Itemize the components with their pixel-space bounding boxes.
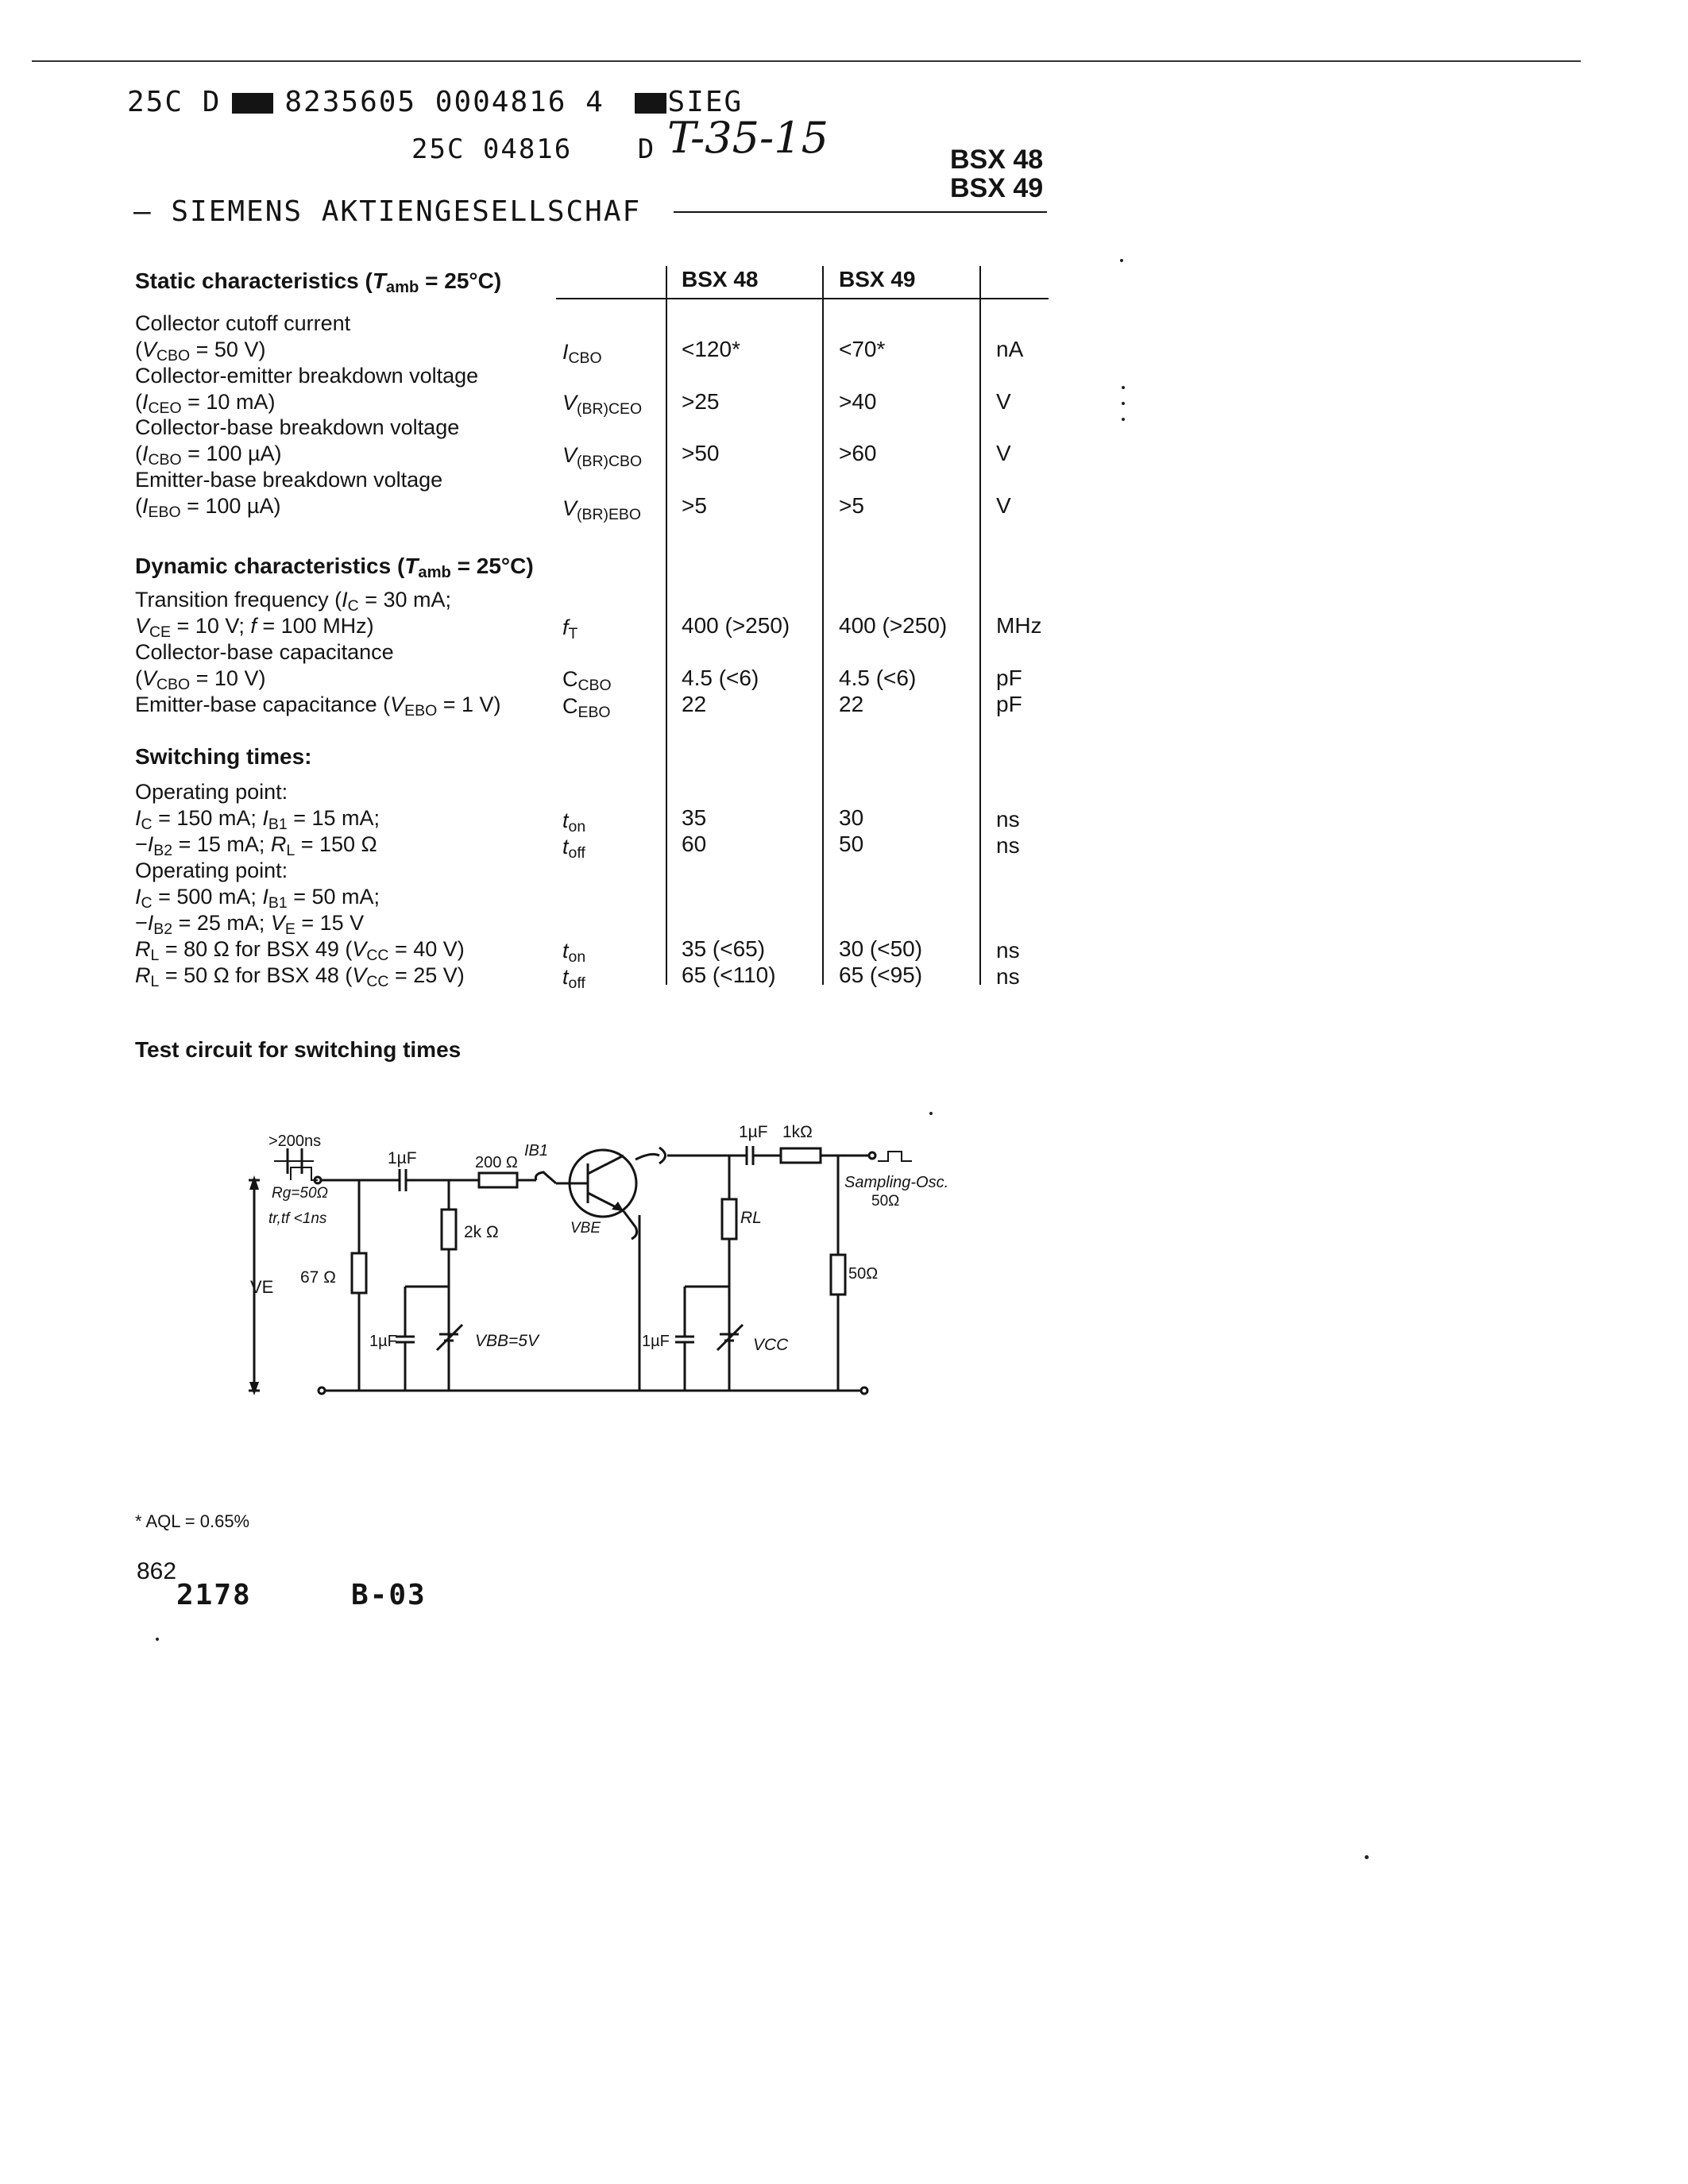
label-vbe: VBE xyxy=(570,1220,601,1237)
dynamic-desc: Emitter-base capacitance ($V_{EBO} = 1$ V) xyxy=(135,693,501,720)
label-ib1: IB1 xyxy=(524,1142,549,1160)
unit: ns xyxy=(996,833,1020,858)
symbol-toff: $t_{off}$ xyxy=(562,835,585,862)
op2-label: Operating point: xyxy=(135,859,288,882)
op2-ton-bsx48: 35 (<65) xyxy=(682,936,766,961)
label-r2k: 2k Ω xyxy=(464,1223,499,1241)
op1-line1: $I_C = 150$ mA; $I_{B1} = 15$ mA; xyxy=(135,806,380,833)
op2-line1: $I_C = 500$ mA; $I_{B1} = 50$ mA; xyxy=(135,885,380,912)
dynamic-heading: Dynamic characteristics $(T_{amb} = 25^\circ C)$ xyxy=(135,554,534,582)
unit: pF xyxy=(996,692,1022,716)
symbol-vbrebo: $V_{(BR)EBO}$ xyxy=(562,496,642,523)
unit: V xyxy=(996,389,1011,414)
op2-line4: $R_L = 50$ Ω for BSX 48 ($V_{CC} = 25$ V) xyxy=(135,963,465,990)
handwritten-code: T-35-15 xyxy=(667,113,829,163)
symbol-vbrcbo: $V_{(BR)CBO}$ xyxy=(562,443,643,470)
part-number-2: BSX 49 xyxy=(950,173,1044,203)
value-bsx48: 4.5 (<6) xyxy=(682,666,759,690)
op1-ton-bsx48: 35 xyxy=(682,805,707,830)
label-r50: 50Ω xyxy=(848,1265,879,1283)
op2-line2: $-I_{B2} = 25$ mA; $V_E = 15$ V xyxy=(135,911,365,938)
symbol-ccbo: $C_{CBO}$ xyxy=(562,667,612,694)
scan-speck xyxy=(1122,418,1125,421)
label-pulse-width: >200ns xyxy=(268,1133,322,1150)
op1-label: Operating point: xyxy=(135,780,288,804)
footnote: * AQL = 0.65% xyxy=(135,1511,250,1531)
op1-toff-bsx48: 60 xyxy=(682,832,707,856)
code-line2-d: D xyxy=(637,133,656,165)
op2-line3: $R_L = 80$ Ω for BSX 49 ($V_{CC} = 40$ V) xyxy=(135,937,465,964)
symbol-ton: $t_{on}$ xyxy=(562,808,586,835)
value-bsx48: >50 xyxy=(682,441,720,465)
unit: nA xyxy=(996,337,1024,361)
value-bsx48: <120* xyxy=(682,337,740,361)
scan-speck xyxy=(1122,386,1125,389)
unit: ns xyxy=(996,938,1020,963)
value-bsx48: 22 xyxy=(682,692,707,716)
static-desc: Collector-emitter breakdown voltage xyxy=(135,364,479,388)
symbol-icbo: $I_{CBO}$ xyxy=(562,340,602,367)
static-cond: ($I_{CBO} = 100$ µA) xyxy=(135,442,282,469)
static-cond: ($I_{EBO} = 100$ µA) xyxy=(135,494,281,521)
symbol-ft: $f_T$ xyxy=(562,615,578,642)
ground-terminal-left xyxy=(319,1387,325,1394)
label-vbb: VBB=5V xyxy=(475,1332,539,1350)
resistor-200 xyxy=(479,1173,517,1187)
value-bsx48: >5 xyxy=(682,493,707,518)
static-desc: Collector cutoff current xyxy=(135,311,351,335)
code-b: 8235605 0004816 4 xyxy=(284,86,605,118)
value-bsx49: 4.5 (<6) xyxy=(839,666,917,690)
dynamic-desc: Transition frequency ($I_C = 30$ mA; xyxy=(135,588,451,615)
footer-code-a: 2178 xyxy=(176,1579,252,1611)
code-c: SIEG xyxy=(667,86,744,118)
scope-terminal xyxy=(869,1152,875,1159)
label-c-vcc: 1µF xyxy=(642,1333,670,1350)
switching-heading: Switching times: xyxy=(135,744,312,769)
label-r200: 200 Ω xyxy=(475,1154,518,1171)
label-scope: Sampling-Osc. xyxy=(844,1174,949,1191)
op1-line2: $-I_{B2} = 15$ mA; $R_L = 150$ Ω xyxy=(135,832,377,859)
dynamic-cond: $V_{CE} = 10$ V; f = 100 MHz) xyxy=(135,614,374,641)
symbol-toff-2: $t_{off}$ xyxy=(562,965,585,992)
transistor-collector xyxy=(588,1156,624,1174)
op2-toff-bsx48: 65 (<110) xyxy=(682,963,776,987)
label-vcc: VCC xyxy=(753,1336,789,1354)
value-bsx49: <70* xyxy=(839,337,886,361)
value-bsx49: >5 xyxy=(839,493,864,518)
label-c1: 1µF xyxy=(388,1149,417,1167)
value-bsx49: >40 xyxy=(839,389,877,414)
scan-speck xyxy=(1120,259,1123,262)
col-header-bsx48: BSX 48 xyxy=(682,267,759,291)
dynamic-desc: Collector-base capacitance xyxy=(135,640,394,664)
unit: ns xyxy=(996,964,1020,989)
label-scope-r: 50Ω xyxy=(871,1193,900,1210)
unit: MHz xyxy=(996,613,1042,638)
value-bsx49: 22 xyxy=(839,692,864,716)
resistor-50 xyxy=(831,1255,845,1295)
col-header-bsx49: BSX 49 xyxy=(839,267,916,291)
footer-code-b: B-03 xyxy=(351,1579,427,1611)
page-number: 862 xyxy=(137,1558,177,1584)
unit: pF xyxy=(996,666,1022,690)
ground-terminal-right xyxy=(861,1387,867,1394)
unit: ns xyxy=(996,807,1020,832)
op2-toff-bsx49: 65 (<95) xyxy=(839,963,923,987)
op2-ton-bsx49: 30 (<50) xyxy=(839,936,923,961)
static-heading: Static characteristics $(T_{amb} = 25^\circ C)$ xyxy=(135,268,502,297)
static-desc: Emitter-base breakdown voltage xyxy=(135,468,443,492)
symbol-ton-2: $t_{on}$ xyxy=(562,939,586,966)
label-rg: Rg=50Ω xyxy=(272,1185,328,1202)
scan-speck xyxy=(156,1638,159,1641)
op1-toff-bsx49: 50 xyxy=(839,832,864,856)
value-bsx49: 400 (>250) xyxy=(839,613,948,638)
label-r1k: 1kΩ xyxy=(782,1123,813,1141)
static-cond: ($V_{CBO} = 50$ V) xyxy=(135,338,266,365)
part-number-1: BSX 48 xyxy=(950,145,1044,175)
symbol-vbrceo: $V_{(BR)CEO}$ xyxy=(562,391,643,418)
label-r67: 67 Ω xyxy=(300,1268,336,1287)
company-name: — SIEMENS AKTIENGESELLSCHAF xyxy=(133,195,642,228)
code-a: 25C D xyxy=(127,86,222,118)
unit: V xyxy=(996,493,1011,518)
label-c-bias: 1µF xyxy=(369,1333,397,1350)
resistor-rl xyxy=(722,1199,736,1239)
op1-ton-bsx49: 30 xyxy=(839,805,864,830)
resistor-1k xyxy=(781,1148,821,1163)
label-rl: RL xyxy=(740,1209,762,1227)
label-rise: tr,tf <1ns xyxy=(268,1210,327,1227)
value-bsx48: >25 xyxy=(682,389,720,414)
scan-speck xyxy=(929,1112,933,1115)
value-bsx48: 400 (>250) xyxy=(682,613,790,638)
scope-pulse xyxy=(878,1152,912,1161)
resistor-67 xyxy=(352,1253,366,1293)
label-ve: VE xyxy=(250,1277,274,1297)
static-desc: Collector-base breakdown voltage xyxy=(135,415,460,439)
dynamic-cond: ($V_{CBO} = 10$ V) xyxy=(135,666,266,693)
static-cond: ($I_{CEO} = 10$ mA) xyxy=(135,390,276,417)
resistor-2k xyxy=(442,1210,456,1249)
circuit-title: Test circuit for switching times xyxy=(135,1037,462,1062)
unit: V xyxy=(996,441,1011,465)
label-c-out: 1µF xyxy=(739,1123,768,1141)
value-bsx49: >60 xyxy=(839,441,877,465)
code-line2: 25C 04816 xyxy=(411,133,573,165)
scan-speck xyxy=(1122,402,1125,405)
symbol-cebo: $C_{EBO}$ xyxy=(562,694,611,721)
scan-speck xyxy=(1365,1855,1369,1859)
